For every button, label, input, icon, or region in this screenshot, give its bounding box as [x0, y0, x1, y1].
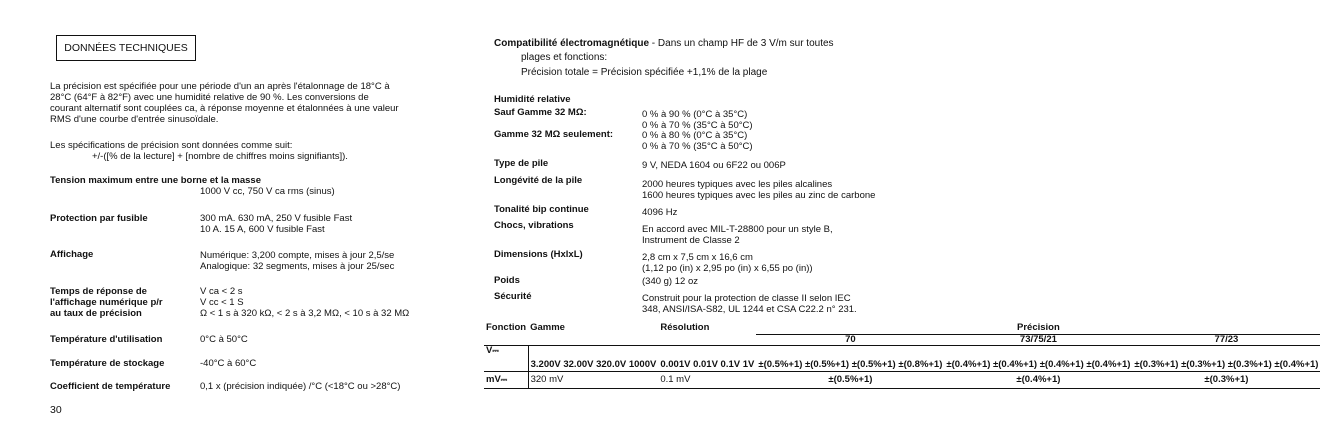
table-header-row: [484, 323, 1320, 334]
tonalite-label: Tonalité bip continue: [494, 204, 589, 215]
chocs-value: En accord avec MIL-T-28800 pour un style B, Instrument de Classe 2: [642, 224, 833, 246]
temp-utilisation-value: 0°C à 50°C: [200, 334, 248, 345]
function-mv-cell: [484, 371, 528, 389]
securite-value: Construit pour la protection de classe II selon IEC 348, ANSI/ISA-S82, UL 1244 et CSA C22.2 n° 231.: [642, 293, 857, 315]
mv-precision-73: ±(0.4%+1): [944, 371, 1132, 389]
poids-label: Poids: [494, 275, 520, 286]
coefficient-value: 0,1 x (précision indiquée) /°C (<18°C ou >28°C): [200, 381, 401, 392]
chocs-label: Chocs, vibrations: [494, 220, 574, 231]
temps-reponse-value: V ca < 2 s V cc < 1 S Ω < 1 s à 320 kΩ, < 2 s à 3,2 MΩ, < 10 s à 32 MΩ: [200, 286, 410, 319]
temp-utilisation-label: Température d'utilisation: [50, 334, 163, 345]
temp-stockage-value: -40°C à 60°C: [200, 358, 257, 369]
header-model-70: 70: [756, 334, 944, 346]
page-number: 30: [50, 404, 62, 416]
poids-value: (340 g) 12 oz: [642, 276, 698, 287]
tonalite-value: 4096 Hz: [642, 207, 678, 218]
table-row: [484, 346, 1320, 372]
v-gamme-values: 3.200V 32.00V 320.0V 1000V: [528, 346, 658, 372]
compat-line1: [494, 38, 834, 49]
mv-resolution: 0.1 mV: [658, 371, 756, 389]
spec-format-line2: +/-([% de la lecture] + [nombre de chiffres moins signifiants]).: [92, 151, 348, 162]
mv-precision-77: ±(0.3%+1): [1132, 371, 1320, 389]
pile-label: Type de pile: [494, 158, 549, 169]
compat-text: - Dans un champ HF de 3 V/m sur toutes: [649, 38, 834, 49]
v-precision-70: ±(0.5%+1) ±(0.5%+1) ±(0.5%+1) ±(0.8%+1): [756, 346, 944, 372]
gamme-32-value: 0 % à 80 % (0°C à 35°C) 0 % à 70 % (35°C à 50°C): [642, 130, 753, 152]
securite-label: Sécurité: [494, 291, 532, 302]
precision-table: [484, 323, 1320, 389]
sauf-gamme-value: 0 % à 90 % (0°C à 35°C) 0 % à 70 % (35°C à 50°C): [642, 109, 753, 131]
section-title: DONNÉES TECHNIQUES: [64, 42, 188, 54]
mv-precision-70: ±(0.5%+1): [756, 371, 944, 389]
header-precision: Précision: [756, 323, 1320, 334]
v-precision-77: ±(0.3%+1) ±(0.3%+1) ±(0.3%+1) ±(0.4%+1): [1132, 346, 1320, 372]
function-mv: mV: [486, 373, 501, 385]
section-title-box: [56, 35, 196, 61]
protection-label: Protection par fusible: [50, 213, 148, 224]
header-model-77: 77/23: [1132, 334, 1320, 346]
header-gamme: Gamme: [530, 322, 565, 333]
v-precision-73: ±(0.4%+1) ±(0.4%+1) ±(0.4%+1) ±(0.4%+1): [944, 346, 1132, 372]
header-fonction: Fonction: [486, 322, 527, 333]
longevite-value: 2000 heures typiques avec les piles alcalines 1600 heures typiques avec les piles au zinc de carbone: [642, 179, 876, 201]
compat-line2: plages et fonctions:: [521, 52, 608, 63]
function-v-cell: [484, 346, 528, 372]
tension-value: 1000 V cc, 750 V ca rms (sinus): [200, 186, 335, 197]
table-row: [484, 371, 1320, 389]
affichage-value: Numérique: 3,200 compte, mises à jour 2,5/se Analogique: 32 segments, mises à jour 25/sec: [200, 250, 395, 272]
longevite-label: Longévité de la pile: [494, 175, 583, 186]
dc-symbol-icon: ⎓: [500, 374, 508, 384]
compat-line3: Précision totale = Précision spécifiée +1,1% de la plage: [521, 67, 768, 78]
dc-symbol-icon: ⎓: [492, 346, 499, 355]
dimensions-label: Dimensions (HxlxL): [494, 249, 583, 260]
v-resolution-values: 0.001V 0.01V 0.1V 1V: [658, 346, 756, 372]
sauf-gamme-label: Sauf Gamme 32 MΩ:: [494, 107, 587, 118]
affichage-label: Affichage: [50, 249, 94, 260]
tension-label: Tension maximum entre une borne et la masse: [50, 175, 261, 186]
function-v: V: [486, 345, 493, 356]
mv-gamme: 320 mV: [528, 371, 658, 389]
header-resolution: Résolution: [660, 322, 710, 333]
protection-value: 300 mA. 630 mA, 250 V fusible Fast 10 A. 15 A, 600 V fusible Fast: [200, 213, 353, 235]
gamme-32-label: Gamme 32 MΩ seulement:: [494, 129, 614, 140]
humidite-label: Humidité relative: [494, 94, 571, 105]
temps-reponse-label: Temps de réponse de l'affichage numérique p/r au taux de précision: [50, 286, 163, 319]
table-subheader-row: [484, 334, 1320, 346]
temp-stockage-label: Température de stockage: [50, 358, 165, 369]
spec-format-line1: Les spécifications de précision sont données comme suit:: [50, 140, 293, 151]
pile-value: 9 V, NEDA 1604 ou 6F22 ou 006P: [642, 160, 786, 171]
dimensions-value: 2,8 cm x 7,5 cm x 16,6 cm (1,12 po (in) x 2,95 po (in) x 6,55 po (in)): [642, 252, 813, 274]
header-model-73: 73/75/21: [944, 334, 1132, 346]
intro-paragraph: La précision est spécifiée pour une période d'un an après l'étalonnage de 18°C à 28°C (64°F à 82°F) avec une humidité relative de 90 %. Les conversions de courant alternatif sont couplées ca, à réponse moyenne et étalonnées à une valeur RMS d'une courbe d'entrée sinusoïdale.: [50, 81, 399, 125]
coefficient-label: Coefficient de température: [50, 381, 171, 392]
compat-label: Compatibilité électromagnétique: [494, 38, 650, 49]
